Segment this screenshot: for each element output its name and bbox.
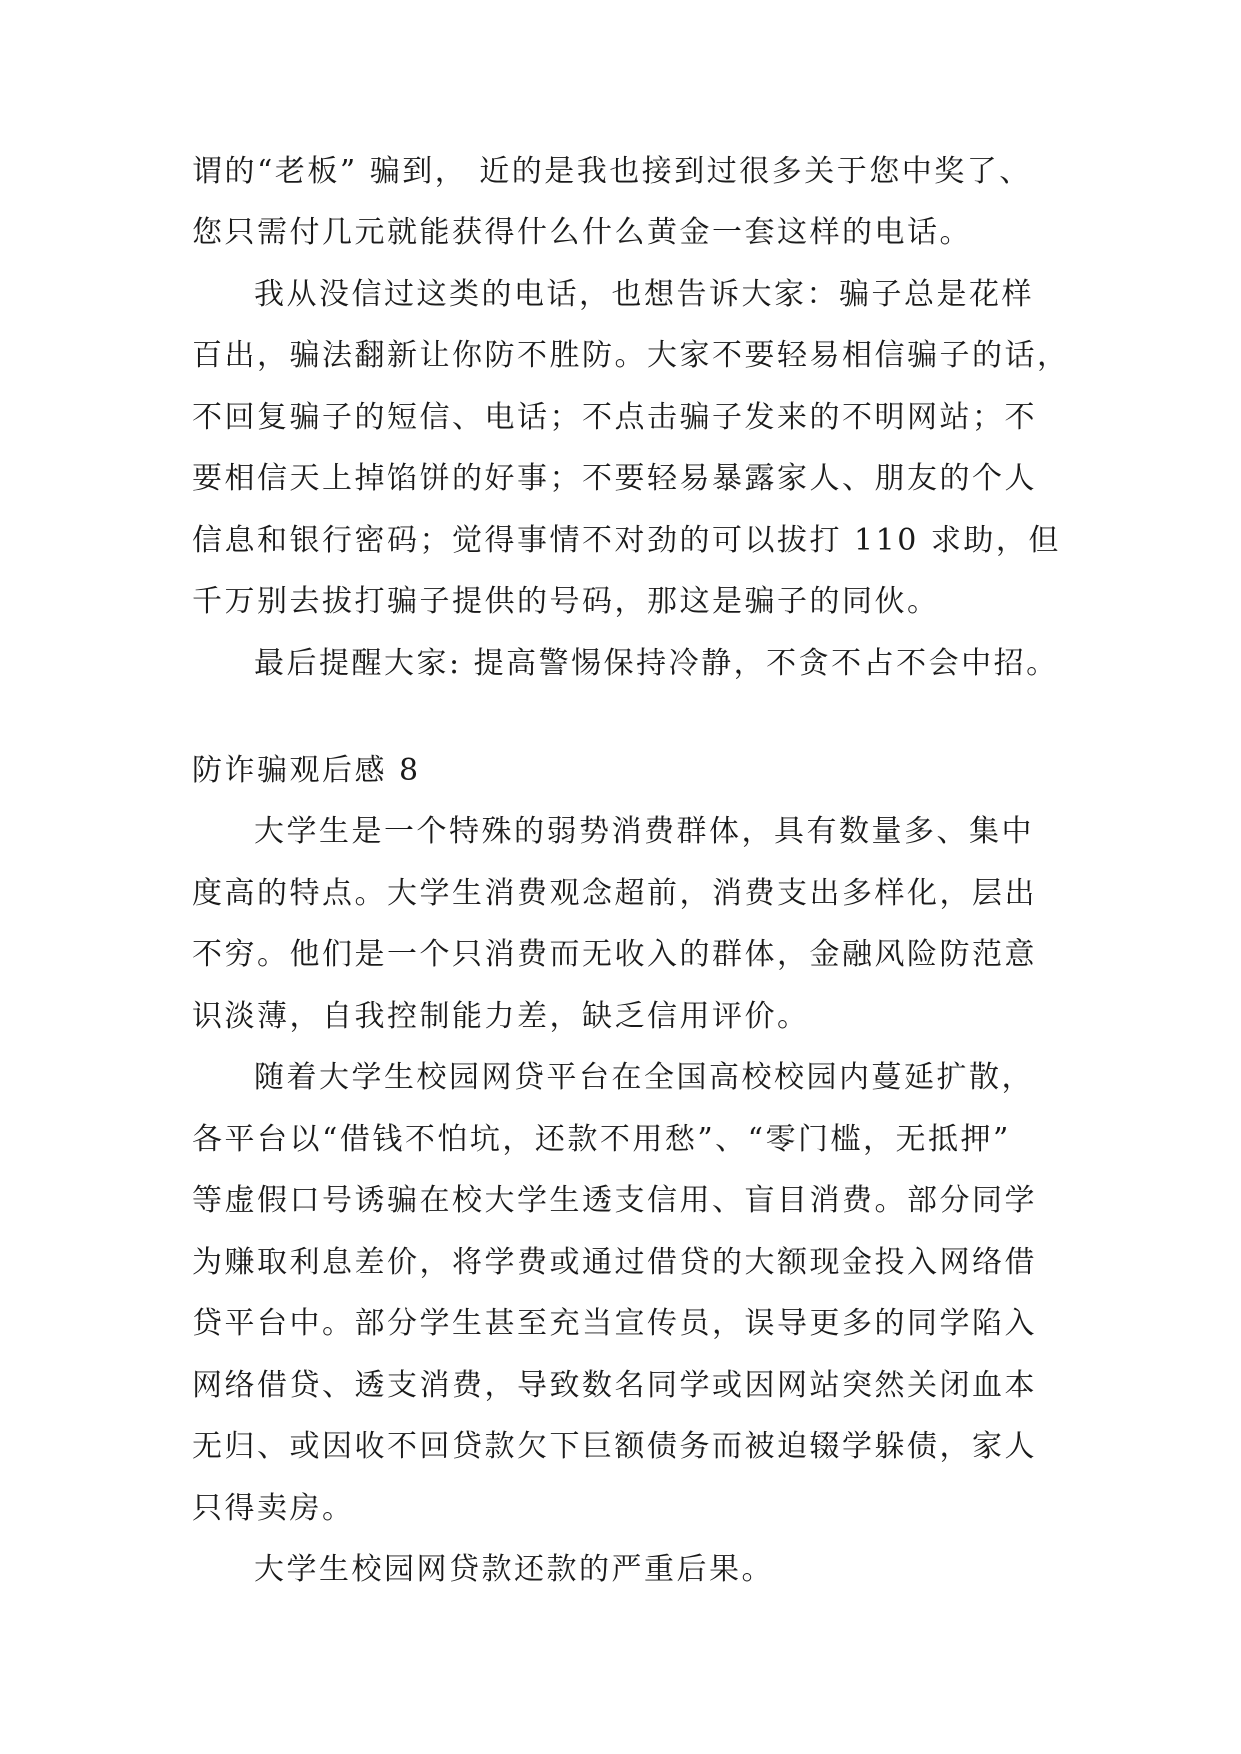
- text-line: 谓的“老板” 骗到， 近的是我也接到过很多关于您中奖了、: [192, 154, 1032, 189]
- text-line: 千万别去拔打骗子提供的号码，那这是骗子的同伙。: [192, 584, 940, 619]
- text-line: 我从没信过这类的电话，也想告诉大家：骗子总是花样: [254, 277, 1034, 312]
- text-line: 要相信天上掉馅饼的好事；不要轻易暴露家人、朋友的个人: [192, 461, 1037, 496]
- text-line: 不回复骗子的短信、电话；不点击骗子发来的不明网站；不: [192, 400, 1037, 435]
- text-line: 等虚假口号诱骗在校大学生透支信用、盲目消费。部分同学: [192, 1183, 1037, 1218]
- text-line: 您只需付几元就能获得什么什么黄金一套这样的电话。: [192, 215, 972, 250]
- text-line: 不穷。他们是一个只消费而无收入的群体，金融风险防范意: [192, 937, 1037, 972]
- text-line: 只得卖房。: [192, 1491, 355, 1526]
- text-line: 为赚取利息差价，将学费或通过借贷的大额现金投入网络借: [192, 1245, 1037, 1280]
- text-line: 百出，骗法翻新让你防不胜防。大家不要轻易相信骗子的话，: [192, 338, 1070, 373]
- text-line: 度高的特点。大学生消费观念超前，消费支出多样化，层出: [192, 876, 1037, 911]
- text-line: 信息和银行密码；觉得事情不对劲的可以拔打 110 求助，但: [192, 523, 1061, 558]
- text-line: 无归、或因收不回贷款欠下巨额债务而被迫辍学躲债，家人: [192, 1429, 1037, 1464]
- text-line: 大学生校园网贷款还款的严重后果。: [254, 1552, 774, 1587]
- text-line: 网络借贷、透支消费，导致数名同学或因网站突然关闭血本: [192, 1368, 1037, 1403]
- text-line: 随着大学生校园网贷平台在全国高校校园内蔓延扩散，: [254, 1060, 1034, 1095]
- section-heading: 防诈骗观后感 8: [192, 753, 421, 788]
- text-line: 识淡薄，自我控制能力差，缺乏信用评价。: [192, 999, 810, 1034]
- text-line: 最后提醒大家: 提高警惕保持冷静，不贪不占不会中招。: [254, 646, 1059, 681]
- text-line: 贷平台中。部分学生甚至充当宣传员，误导更多的同学陷入: [192, 1306, 1037, 1341]
- text-line: 各平台以“借钱不怕坑，还款不用愁”、“零门槛，无抵押”: [192, 1122, 1011, 1157]
- text-line: 大学生是一个特殊的弱势消费群体，具有数量多、集中: [254, 814, 1034, 849]
